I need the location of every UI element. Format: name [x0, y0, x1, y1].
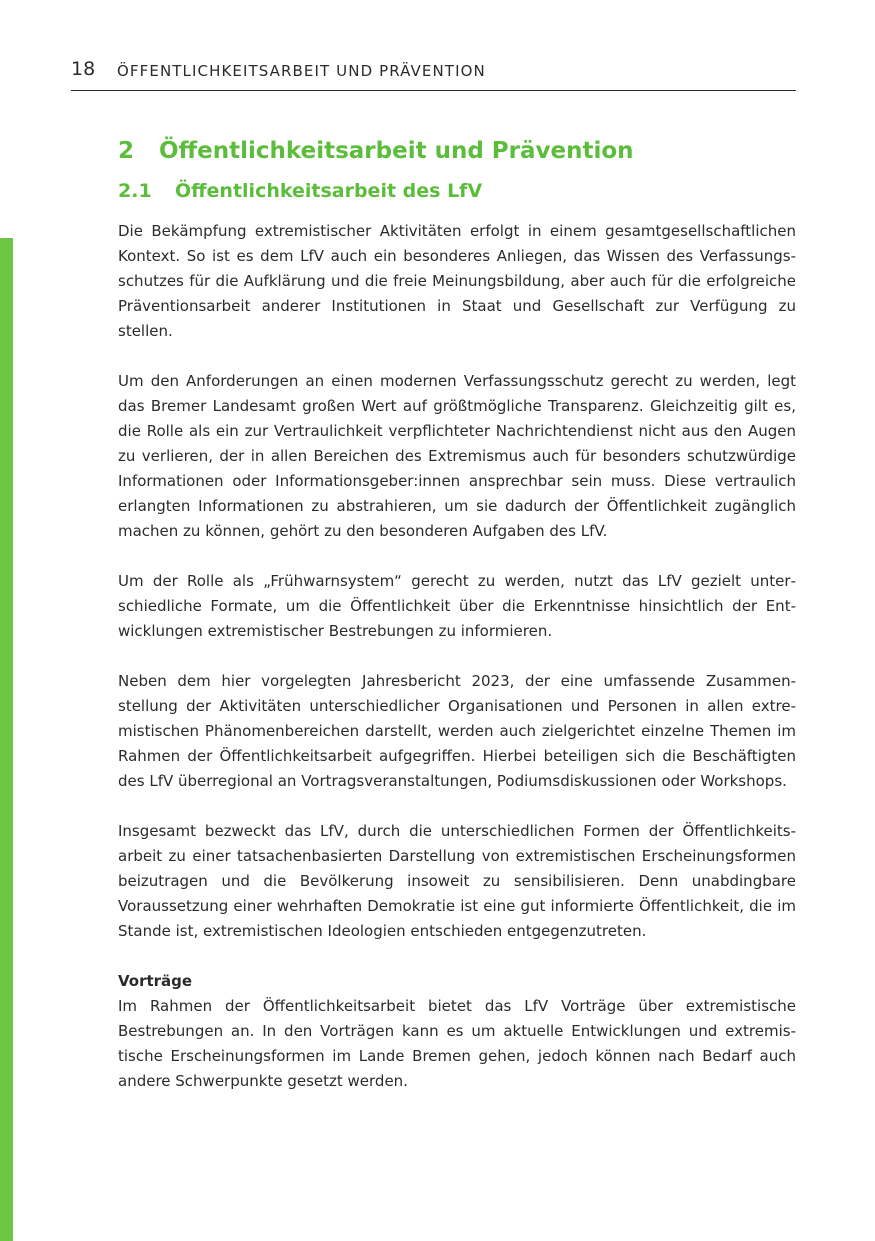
- page-content: [118, 138, 796, 1119]
- chapter-heading: [118, 138, 796, 164]
- paragraph: Um der Rolle als „Frühwarnsystem“ gerecht zu werden, nutzt das LfV gezielt unterschiedliche Formate, um die Öffentlichkeit über die Erkenntnisse hinsichtlich der Entwicklungen extremistischer Bestrebungen zu informieren.: [118, 572, 796, 640]
- paragraph: Um den Anforderungen an einen modernen Verfassungsschutz gerecht zu werden, legt das Bremer Landesamt großen Wert auf größtmögliche Transparenz. Gleichzeitig gilt es, die Rolle als ein zur Vertraulichkeit verpflichteter Nachrichtendienst nicht aus den Augen zu verlieren, der in allen Bereichen des Extremismus auch für besonders schutzwürdige Informationen oder Informationsgeber:innen ansprechbar sein muss. Diese vertraulich erlangten Informationen zu abstrahieren, um sie dadurch der Öffentlichkeit zugänglich machen zu können, gehört zu den besonderen Aufgaben des LfV.: [118, 372, 796, 540]
- paragraph: Neben dem hier vorgelegten Jahresbericht 2023, der eine umfassende Zusammenstellung der Aktivitäten unterschiedlicher Organisationen und Personen in allen extremistischen Phänomenbereichen darstellt, werden auch zielgerichtet einzelne Themen im Rahmen der Öffentlichkeitsarbeit aufgegriffen. Hierbei beteiligen sich die Beschäftigten des LfV überregional an Vortragsveranstaltungen, Podiumsdiskussionen oder Workshops.: [118, 672, 796, 790]
- section-heading: [118, 180, 796, 202]
- paragraph: Die Bekämpfung extremistischer Aktivitäten erfolgt in einem gesamtgesellschaftlichen Kontext. So ist es dem LfV auch ein besonderes Anliegen, das Wissen des Verfassungsschutzes für die Aufklärung und die freie Meinungsbildung, aber auch für die erfolgreiche Präventionsarbeit anderer Institutionen in Staat und Gesellschaft zur Verfügung zu stellen.: [118, 222, 796, 340]
- running-header: [71, 56, 796, 91]
- section-number: 2.1: [118, 180, 152, 202]
- chapter-title: Öffentlichkeitsarbeit und Prävention: [159, 138, 634, 164]
- running-header-title: ÖFFENTLICHKEITSARBEIT UND PRÄVENTION: [117, 62, 486, 80]
- chapter-number: 2: [118, 138, 135, 164]
- vortraege-heading: Vorträge: [118, 972, 193, 990]
- page-number: 18: [71, 58, 96, 80]
- vortraege-paragraph: Im Rahmen der Öffentlichkeitsarbeit bietet das LfV Vorträge über extremistische Bestrebungen an. In den Vorträgen kann es um aktuelle Entwicklungen und extremistische Erscheinungsformen im Lande Bremen gehen, jedoch können nach Bedarf auch andere Schwerpunkte gesetzt werden.: [118, 997, 796, 1090]
- paragraph: Insgesamt bezweckt das LfV, durch die unterschiedlichen Formen der Öffentlichkeitsarbeit zu einer tatsachenbasierten Darstellung von extremistischen Erscheinungsformen beizutragen und die Bevölkerung insoweit zu sensibilisieren. Denn unabdingbare Voraussetzung einer wehrhaften Demokratie ist eine gut informierte Öffentlichkeit, die im Stande ist, extremistischen Ideologien entschieden entgegenzutreten.: [118, 822, 796, 940]
- section-title: Öffentlichkeitsarbeit des LfV: [175, 180, 483, 202]
- chapter-side-bar: [0, 238, 13, 1241]
